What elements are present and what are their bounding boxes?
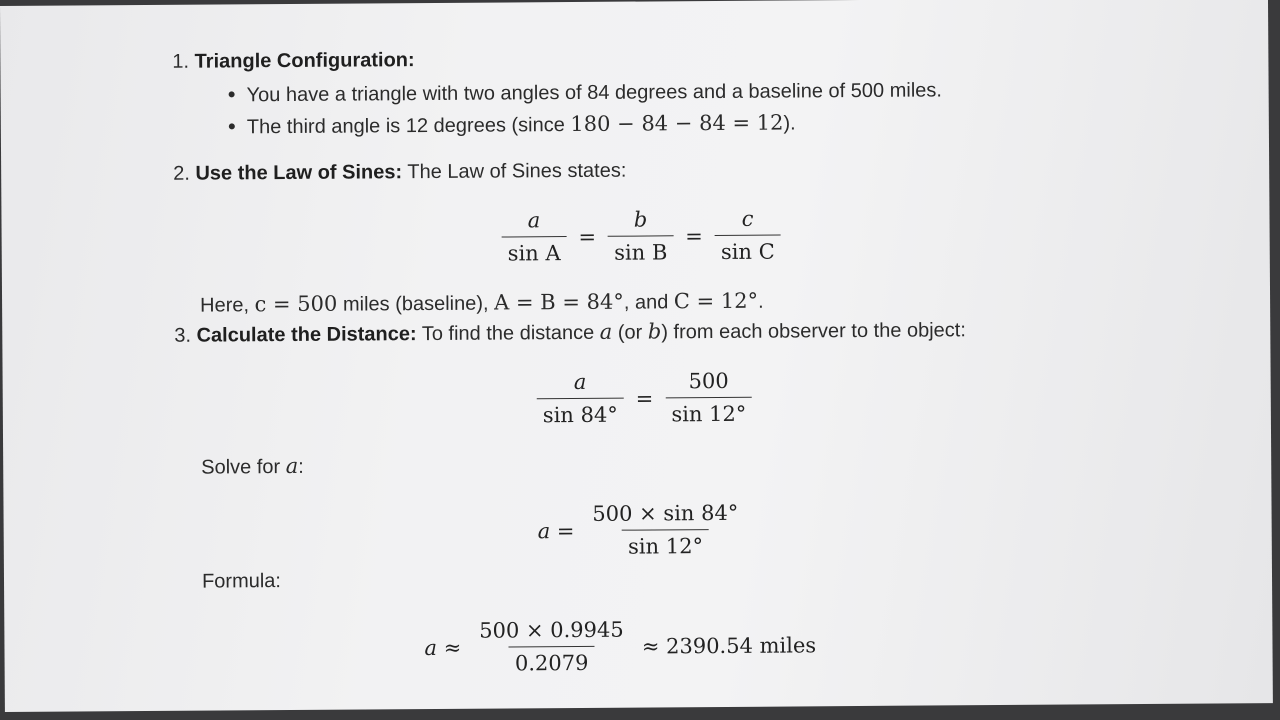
numerator: a: [573, 369, 587, 395]
denominator: sin C: [715, 235, 781, 264]
bullet-item: [229, 110, 796, 139]
step-text: ) from each observer to the object:: [661, 319, 966, 344]
bullet-icon: [229, 123, 235, 129]
text: :: [298, 455, 304, 478]
step-number: 1.: [172, 50, 190, 73]
step-2-heading: [173, 160, 626, 186]
inline-math: a: [599, 319, 613, 344]
step-number: 2.: [173, 162, 190, 185]
ratio-formula: [531, 369, 759, 428]
step-text: The Law of Sines states:: [407, 159, 627, 184]
step-3-heading: [174, 317, 966, 348]
numerator: b: [633, 207, 648, 232]
inline-math: a: [285, 453, 299, 479]
bullet-icon: [229, 91, 235, 97]
lhs: a =: [537, 518, 575, 543]
step-title: Triangle Configuration:: [194, 49, 415, 73]
inline-math: C = 12°: [673, 288, 759, 314]
text: , and: [623, 291, 669, 314]
bullet-text: You have a triangle with two angles of 84 degrees and a baseline of 500 miles.: [246, 79, 942, 107]
fraction: [665, 369, 752, 427]
fraction: [586, 501, 744, 559]
bullet-text: The third angle is 12 degrees (since: [246, 114, 565, 139]
denominator: 0.2079: [509, 646, 595, 676]
law-explanation: [200, 289, 764, 318]
denominator: sin B: [608, 235, 673, 264]
step-1-heading: [172, 49, 414, 74]
text: Here,: [200, 294, 250, 317]
fraction: [473, 618, 630, 676]
denominator: sin A: [502, 236, 567, 265]
formula-label: Formula:: [201, 570, 282, 593]
solve-label: [201, 454, 304, 480]
fraction: [608, 207, 674, 264]
step-title: Use the Law of Sines:: [195, 161, 403, 185]
bullet-text-end: ).: [783, 112, 796, 135]
numerator: 500: [688, 368, 729, 394]
denominator: sin 12°: [622, 529, 709, 559]
inline-math: 180 − 84 − 84 = 12: [570, 110, 784, 137]
inline-math: A = B = 84°: [493, 289, 624, 315]
solve-formula: [531, 501, 750, 560]
denominator: sin 12°: [665, 397, 752, 427]
step-title: Calculate the Distance:: [196, 323, 417, 347]
fraction: [715, 207, 781, 264]
law-of-sines-formula: [495, 207, 786, 266]
equals-sign: =: [635, 385, 654, 411]
bullet-item: [229, 79, 942, 107]
equals-sign: =: [578, 224, 597, 249]
numerator: 500 × sin 84°: [592, 500, 739, 526]
fraction: [501, 208, 566, 265]
inline-math: c = 500: [254, 291, 338, 317]
text: miles (baseline),: [342, 292, 489, 316]
lhs: a ≈: [424, 635, 462, 660]
step-number: 3.: [174, 324, 192, 347]
result-value: ≈ 2390.54 miles: [641, 632, 817, 659]
numerator: 500 × 0.9945: [479, 617, 624, 643]
numerator: c: [741, 206, 754, 231]
step-text: (or: [617, 321, 643, 344]
fraction: [537, 370, 624, 428]
denominator: sin 84°: [537, 398, 624, 428]
equals-sign: =: [685, 223, 703, 248]
text: .: [758, 290, 764, 313]
numerator: a: [527, 208, 541, 233]
step-text: To find the distance: [421, 321, 595, 346]
inline-math: b: [647, 319, 662, 344]
text: Solve for: [201, 456, 281, 479]
result-formula: [418, 616, 822, 676]
